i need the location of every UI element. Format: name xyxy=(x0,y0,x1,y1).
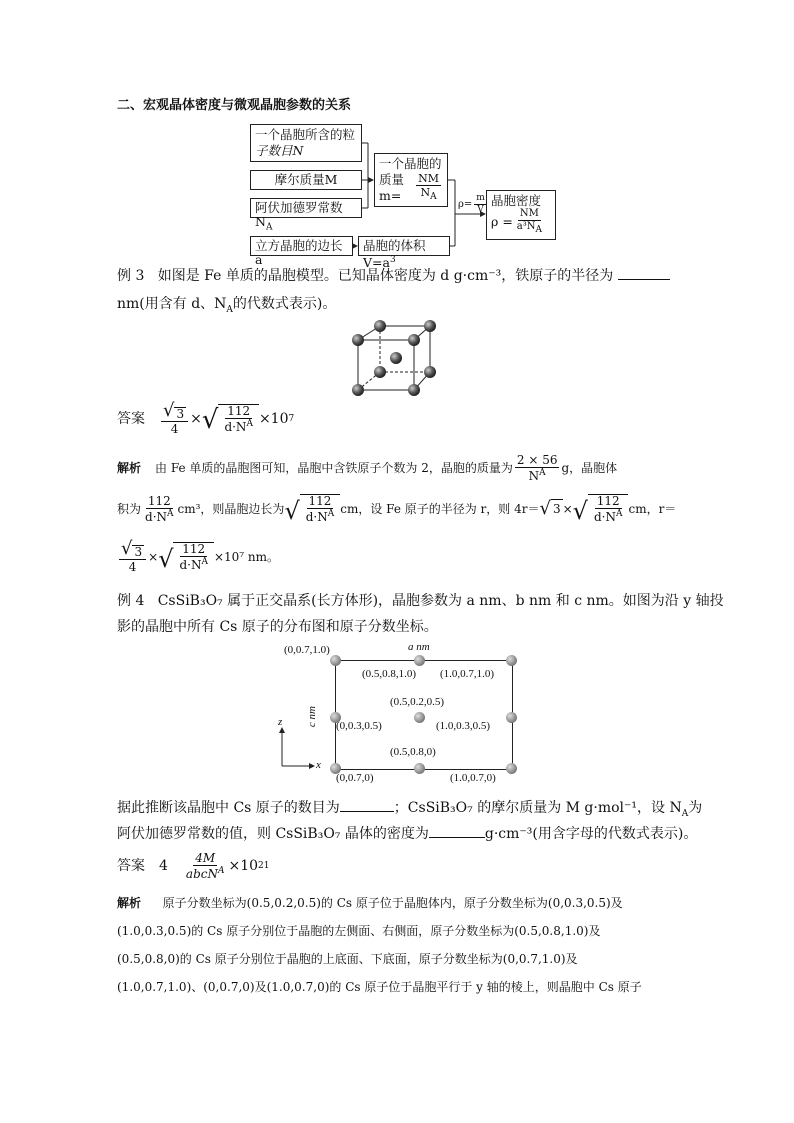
ex3-answer-tail-sup: 7 xyxy=(288,413,295,424)
cs-atom xyxy=(506,655,517,666)
ex3-explanation-radius-denominator-sup: A xyxy=(615,509,623,519)
ex3-explanation-line3-sqrt3: 3 xyxy=(134,545,143,559)
ex4-q-text2b: g·cm⁻³(用含字母的代数式表示)。 xyxy=(484,826,698,842)
ex3-explanation-line2: 积为 $\frac{112}{d\cdot N^A}$ cm³，则晶胞边长为 √ $\frac{112}{d\cdot N^A}$ cm，设 Fe 原子的半径为 r，则 4r＝ √ 3 × √ $\frac{112}{d\cdot N^A}$ cm，r＝ xyxy=(117,493,677,525)
ex4-explanation-line3: (0.5,0.8,0)的 Cs 原子分别位于晶胞的上底面、下底面，原子分数坐标为(0,0.7,1.0)及 xyxy=(117,952,578,966)
coord-label: (0.5,0.8,1.0) xyxy=(362,668,417,680)
ex4-explanation-label: 解析 xyxy=(117,896,142,910)
ex4-q-text2a: 阿伏加德罗常数的值，则 CsSiB₃O₇ 晶体的密度为 xyxy=(117,826,429,842)
ex4-answer-denominator: abcN xyxy=(185,867,218,881)
ex3-explanation-vol-denominator-sup: A xyxy=(167,508,174,519)
ex4-question-line1 xyxy=(117,591,724,611)
ex3-explanation-text1b: g，晶胞体 xyxy=(561,461,618,475)
atom-corner xyxy=(408,334,420,346)
ex3-explanation-text1a: 由 Fe 单质的晶胞图可知，晶胞中含铁原子个数为 2，晶胞的质量为 xyxy=(155,461,513,475)
flow-density-numerator: NM xyxy=(519,208,539,219)
atom-corner xyxy=(374,320,386,332)
cs-atom xyxy=(414,763,425,774)
ex3-question-line1 xyxy=(117,266,677,286)
ex4-question-line4 xyxy=(117,824,697,844)
ex3-explanation-radius-denominator: d·N xyxy=(593,510,616,524)
atom-corner xyxy=(352,334,364,346)
flow-arrows xyxy=(0,0,794,300)
ex4-explanation-text: 原子分数坐标为(0.5,0.2,0.5)的 Cs 原子位于晶胞体内，原子分数坐标为(0,0.3,0.5)及 xyxy=(162,896,623,910)
ex4-question-line3 xyxy=(117,798,702,824)
ex4-q-text1a: 据此推断该晶胞中 Cs 原子的数目为 xyxy=(117,800,340,816)
ex3-question-line2 xyxy=(117,294,336,320)
ex3-answer-label: 答案 xyxy=(117,410,145,427)
ex4-q-text1-sub: A xyxy=(681,808,689,819)
ex3-answer-sqrt3: 3 xyxy=(176,407,185,421)
flow-box-cell-volume-sup: 3 xyxy=(389,255,396,265)
ex3-answer: 答案 √ 3 4 × √ $\frac{112}{d\cdot N^A}$ ×10 7 xyxy=(117,400,295,436)
flow-box-density-prefix: ρ = xyxy=(491,214,513,229)
ex3-explanation-line3-denominator: d·N xyxy=(179,558,202,572)
a-nm-label: a nm xyxy=(408,641,430,653)
ex3-label: 例 3 xyxy=(117,268,145,284)
axis-z-label: z xyxy=(278,716,283,728)
flow-box-cell-mass-prefix: 质量m= xyxy=(379,172,405,203)
ex3-explanation-mass-denominator: N xyxy=(528,469,540,483)
ex4-answer xyxy=(117,852,269,880)
ex3-explanation-line3-denominator-sup: A xyxy=(201,557,208,567)
flow-box-avogadro-text: 阿伏加德罗常数N xyxy=(255,200,343,229)
flow-mass-denominator-sub: A xyxy=(430,192,437,203)
ex3-explanation-radius-numerator: 112 xyxy=(596,494,620,508)
cs-atom xyxy=(414,655,425,666)
coord-label: (0,0.7,0) xyxy=(336,772,374,784)
atom-corner xyxy=(352,384,364,396)
ex4-explanation-line2: (1.0,0.3,0.5)的 Cs 原子分别位于晶胞的左侧面、右侧面，原子分数坐标为(0.5,0.8,1.0)及 xyxy=(117,924,601,938)
ex3-explanation-sqrt3: 3 xyxy=(551,499,563,518)
flow-box-edge-length: 立方晶胞的边长a xyxy=(250,236,353,256)
ex3-explanation-text2b: cm³，则晶胞边长为 xyxy=(177,501,285,516)
ex3-explanation-mass-numerator: 2 × 56 xyxy=(516,453,558,467)
flow-box-cell-mass-line1: 一个晶胞的 xyxy=(379,156,442,171)
ex3-answer-denominator-sup: A xyxy=(246,419,253,429)
ex3-answer-denominator: d·N xyxy=(224,420,247,434)
axis-x-label: x xyxy=(316,759,321,771)
ex4-q-text1c: 为 xyxy=(688,800,703,816)
ex4-answer-denominator-sup: A xyxy=(217,866,225,876)
coord-label: (0,0.7,1.0) xyxy=(284,644,330,656)
flow-density-denominator: a³N xyxy=(516,221,536,232)
ex3-explanation-times: × xyxy=(562,501,573,516)
ex3-explanation-line3-times: × xyxy=(148,549,159,564)
ex3-answer-blank xyxy=(618,279,670,280)
ex4-explanation-line4: (1.0,0.7,1.0)、(0,0.7,0)及(1.0,0.7,0)的 Cs 原子位于晶胞平行于 y 轴的棱上，则晶胞中 Cs 原子 xyxy=(117,980,642,994)
ex3-text1: 如图是 Fe 单质的晶胞模型。已知晶体密度为 d g·cm⁻³，铁原子的半径为 xyxy=(157,268,614,284)
flow-box-cell-volume-text: 晶胞的体积V=a xyxy=(363,238,426,271)
ex3-answer-tail: ×10 xyxy=(258,410,289,427)
ex4-answer-tail-sup: 21 xyxy=(258,861,270,871)
flow-rho-den: V xyxy=(477,205,484,215)
ex3-explanation-vol-numerator: 112 xyxy=(147,493,171,508)
ex4-answer-label: 答案 xyxy=(117,858,145,874)
coord-label: (0,0.3,0.5) xyxy=(336,720,382,732)
ex3-explanation-mass-denominator-sup: A xyxy=(539,468,546,478)
flow-box-particle-line2: 子数目N xyxy=(255,143,304,158)
ex4-count-blank xyxy=(340,811,394,812)
flow-density-denominator-sub: A xyxy=(535,225,543,235)
fe-unit-cell-figure xyxy=(348,316,444,398)
flow-box-molar-mass: 摩尔质量M xyxy=(250,170,362,190)
ex4-text1: CsSiB₃O₇ 属于正交晶系(长方体形)，晶胞参数为 a nm、b nm 和 c nm。如图为沿 y 轴投 xyxy=(157,593,724,609)
ex4-label: 例 4 xyxy=(117,593,145,609)
ex3-explanation-line3-tail: ×10⁷ nm。 xyxy=(213,549,280,564)
ex4-answer-numerator: 4M xyxy=(195,851,216,865)
flow-box-particle-line1: 一个晶胞所含的粒 xyxy=(255,127,356,142)
flow-box-density-line1: 晶胞密度 xyxy=(491,193,542,208)
cs-atom xyxy=(330,655,341,666)
ex3-explanation-line3-numerator: 112 xyxy=(182,542,206,556)
coord-label: (0.5,0.2,0.5) xyxy=(390,696,445,708)
flow-rho-num: m xyxy=(476,193,485,203)
ex4-answer-tail: ×10 xyxy=(228,858,259,874)
ex3-explanation-text2d: cm，r＝ xyxy=(628,501,677,516)
ex3-explanation-edge-denominator-sup: A xyxy=(327,509,335,519)
c-nm-label: c nm xyxy=(306,706,318,728)
atom-corner xyxy=(424,320,436,332)
cs-atom xyxy=(414,712,425,723)
flow-mass-denominator: N xyxy=(420,186,431,200)
coord-label: (1.0,0.7,1.0) xyxy=(440,668,495,680)
cs-projection-diagram xyxy=(270,640,530,788)
ex3-explanation-edge-denominator: d·N xyxy=(305,510,328,524)
ex3-explanation-vol-denominator: d·N xyxy=(145,509,168,524)
atom-body-center xyxy=(390,352,402,364)
cs-atom xyxy=(506,763,517,774)
ex3-explanation-text2a: 积为 xyxy=(117,501,142,516)
flow-rho-prefix: ρ= xyxy=(458,199,473,210)
atom-corner xyxy=(408,384,420,396)
flow-box-avogadro-sub: A xyxy=(265,222,273,233)
ex3-answer-numerator: 112 xyxy=(227,404,251,418)
ex4-question-line2: 影的晶胞中所有 Cs 原子的分布图和原子分数坐标。 xyxy=(117,619,438,635)
ex4-explanation-line1 xyxy=(117,894,623,912)
atom-corner xyxy=(424,366,436,378)
ex3-text2: nm(用含有 d、N xyxy=(117,296,227,312)
ex3-explanation-line3-four: 4 xyxy=(128,560,137,574)
coord-label: (1.0,0.7,0) xyxy=(450,772,496,784)
ex3-explanation-edge-numerator: 112 xyxy=(308,494,332,508)
cs-atom xyxy=(506,712,517,723)
atom-corner xyxy=(374,366,386,378)
coord-label: (1.0,0.3,0.5) xyxy=(436,720,491,732)
ex3-explanation-text2c: cm，设 Fe 原子的半径为 r，则 4r＝ xyxy=(340,501,540,516)
ex4-q-text1b: ；CsSiB₃O₇ 的摩尔质量为 M g·mol⁻¹，设 N xyxy=(393,800,682,816)
flow-mass-numerator: NM xyxy=(418,172,439,186)
ex3-text2-sub: A xyxy=(226,304,233,315)
ex3-explanation-line1 xyxy=(117,454,617,482)
coord-label: (0.5,0.8,0) xyxy=(390,746,436,758)
section-title: 二、宏观晶体密度与微观晶胞参数的关系 xyxy=(117,98,352,113)
ex3-explanation-line3: √ 3 4 × √ $\frac{112}{d\cdot N^A}$ ×10⁷ nm。 xyxy=(121,538,280,574)
ex3-answer-four: 4 xyxy=(170,422,179,436)
ex4-answer-count: 4 xyxy=(159,858,168,874)
ex3-explanation-label: 解析 xyxy=(117,461,142,475)
ex3-text2-end: 的代数式表示)。 xyxy=(232,296,337,312)
ex4-density-blank xyxy=(429,837,485,838)
ex3-answer-times: × xyxy=(190,410,202,427)
